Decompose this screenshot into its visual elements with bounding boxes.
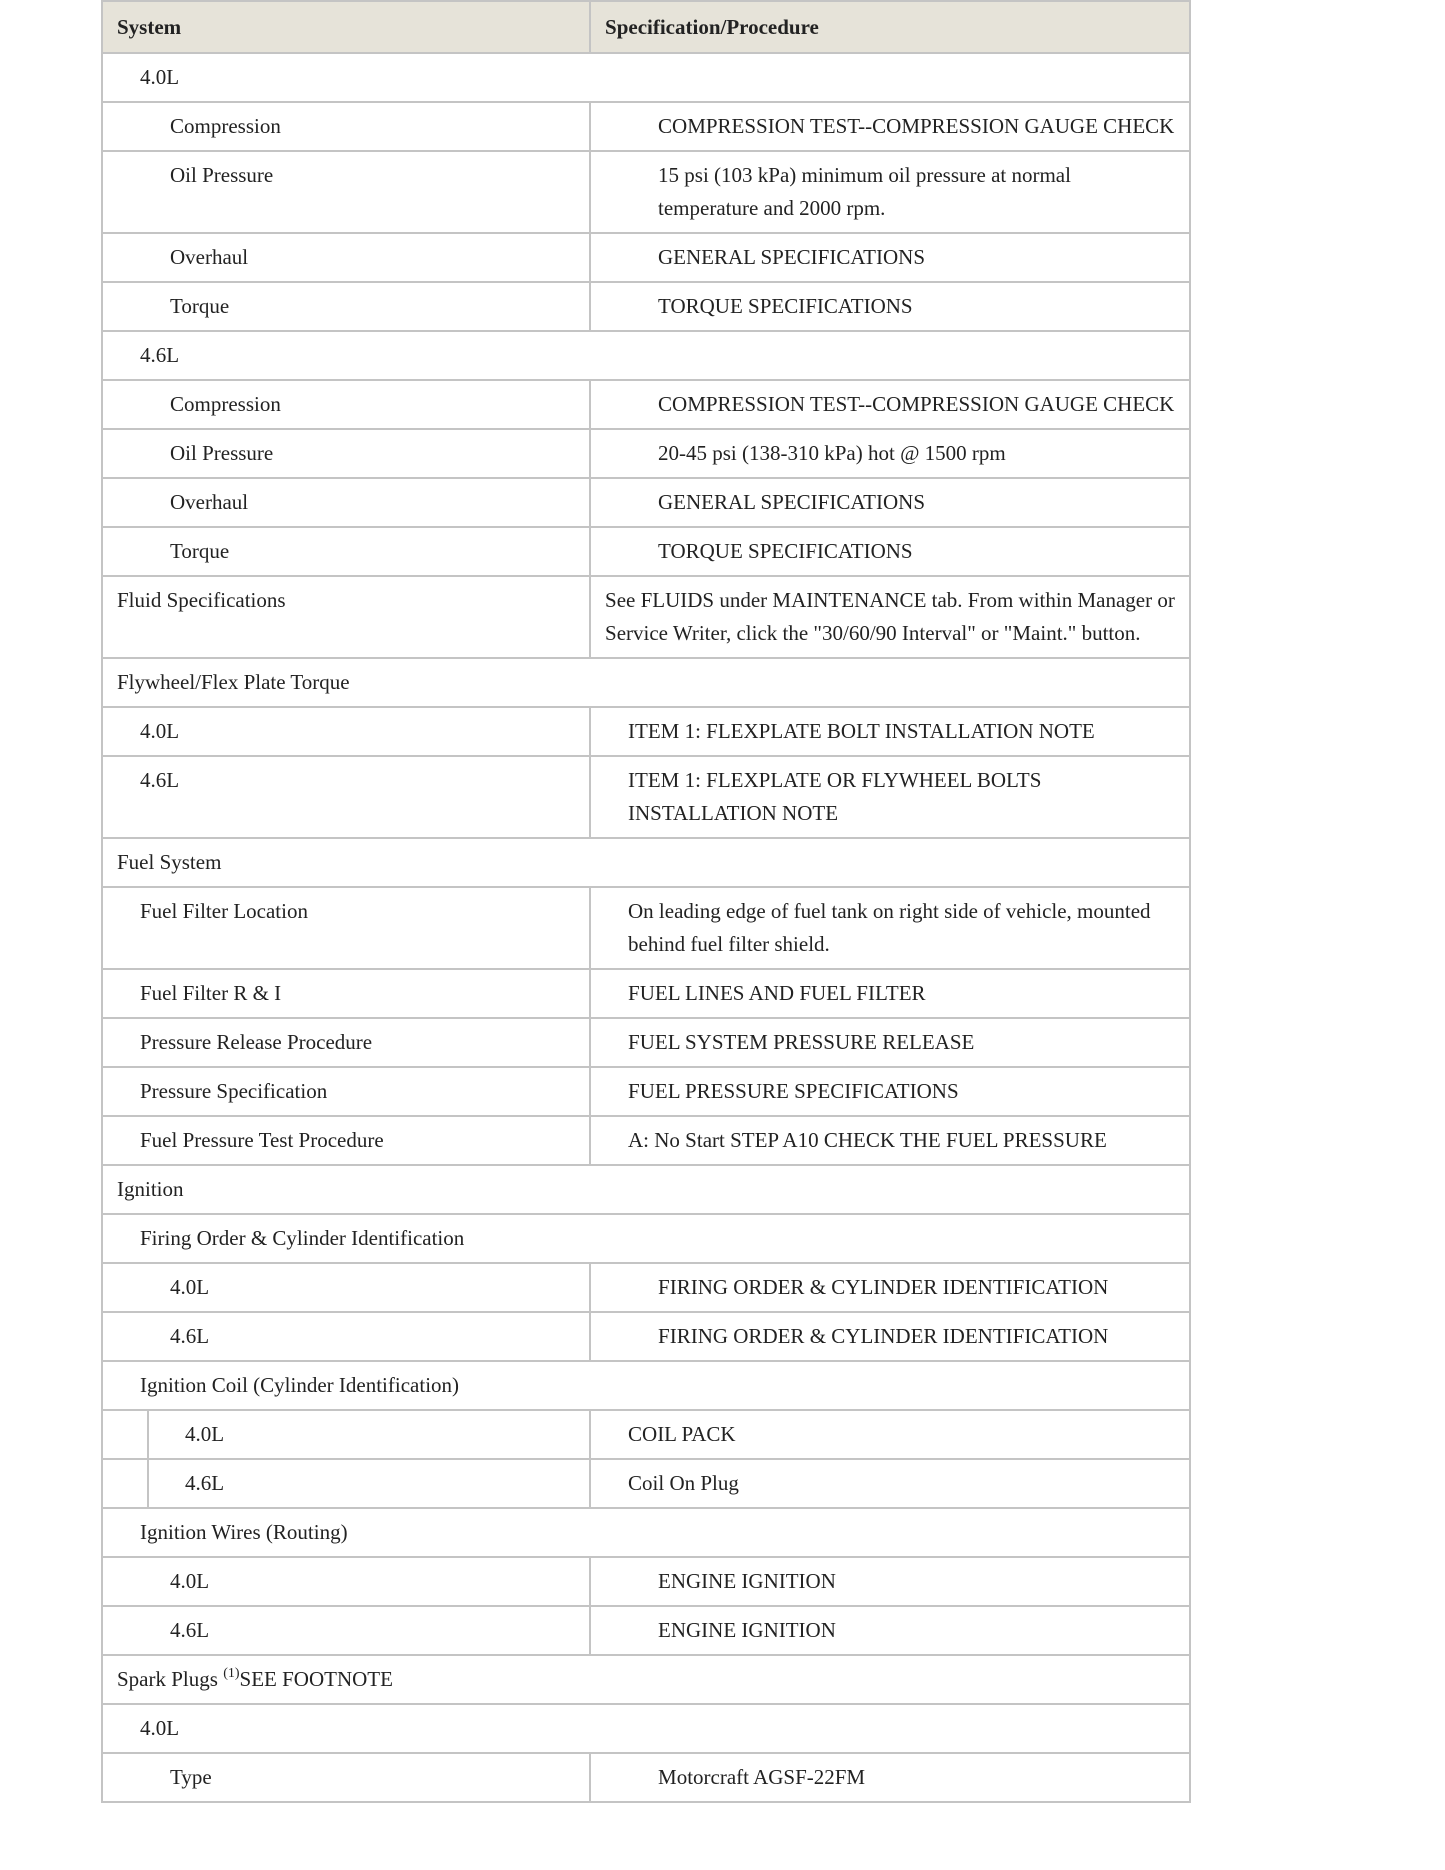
section-heading-cell (102, 1165, 1190, 1214)
section-label: Spark Plugs (117, 1667, 224, 1691)
procedure-link[interactable]: COMPRESSION TEST--COMPRESSION GAUGE CHECK (590, 380, 1190, 429)
section-label: Flywheel/Flex Plate Torque (117, 670, 350, 694)
section-heading-cell (102, 1655, 1190, 1704)
system-cell: Pressure Release Procedure (102, 1018, 590, 1067)
procedure-link[interactable]: FIRING ORDER & CYLINDER IDENTIFICATION (590, 1263, 1190, 1312)
section-heading-cell (102, 838, 1190, 887)
procedure-link[interactable]: TORQUE SPECIFICATIONS (590, 527, 1190, 576)
section-heading-cell (102, 331, 1190, 380)
table-row (102, 1508, 1190, 1557)
section-label: Ignition Coil (Cylinder Identification) (140, 1373, 460, 1397)
table-row (102, 380, 1190, 429)
table-row (102, 282, 1190, 331)
procedure-link[interactable]: 15 psi (103 kPa) minimum oil pressure at normal temperature and 2000 rpm. (590, 151, 1190, 233)
section-label: Ignition (117, 1177, 184, 1201)
procedure-link[interactable]: COMPRESSION TEST--COMPRESSION GAUGE CHECK (590, 102, 1190, 151)
table-row (102, 429, 1190, 478)
system-cell: Fluid Specifications (102, 576, 590, 658)
footnote-reference[interactable]: (1) (223, 1666, 240, 1681)
section-heading-cell (102, 53, 1190, 102)
procedure-link[interactable]: ITEM 1: FLEXPLATE OR FLYWHEEL BOLTS INSTALLATION NOTE (590, 756, 1190, 838)
indent-spacer-cell (102, 1459, 148, 1508)
table-row (102, 838, 1190, 887)
table-row (102, 233, 1190, 282)
table-row (102, 969, 1190, 1018)
section-label: Fuel System (117, 850, 222, 874)
procedure-link[interactable]: See FLUIDS under MAINTENANCE tab. From within Manager or Service Writer, click the "30/60/90 Interval" or "Maint." button. (590, 576, 1190, 658)
table-row (102, 331, 1190, 380)
table-row (102, 1116, 1190, 1165)
table-row (102, 658, 1190, 707)
table-row (102, 756, 1190, 838)
procedure-link[interactable]: FUEL LINES AND FUEL FILTER (590, 969, 1190, 1018)
table-row (102, 1704, 1190, 1753)
system-cell: Fuel Filter Location (102, 887, 590, 969)
table-row (102, 1067, 1190, 1116)
system-cell: 4.0L (102, 1557, 590, 1606)
table-row (102, 1753, 1190, 1802)
specification-column-header: Specification/Procedure (590, 1, 1190, 53)
table-row (102, 1018, 1190, 1067)
indent-spacer-cell (102, 1410, 148, 1459)
section-heading-cell (102, 1704, 1190, 1753)
procedure-link[interactable]: A: No Start STEP A10 CHECK THE FUEL PRESSURE (590, 1116, 1190, 1165)
table-body (102, 53, 1190, 1802)
system-cell: Compression (102, 102, 590, 151)
procedure-link[interactable]: 20-45 psi (138-310 kPa) hot @ 1500 rpm (590, 429, 1190, 478)
system-column-header: System (102, 1, 590, 53)
table-row (102, 1655, 1190, 1704)
table-row (102, 576, 1190, 658)
system-cell: Torque (102, 527, 590, 576)
table-row (102, 1361, 1190, 1410)
system-cell: Pressure Specification (102, 1067, 590, 1116)
system-cell: 4.0L (102, 707, 590, 756)
procedure-link[interactable]: FIRING ORDER & CYLINDER IDENTIFICATION (590, 1312, 1190, 1361)
system-cell: Fuel Filter R & I (102, 969, 590, 1018)
table-row (102, 151, 1190, 233)
procedure-link[interactable]: FUEL PRESSURE SPECIFICATIONS (590, 1067, 1190, 1116)
table-header-row (102, 1, 1190, 53)
system-cell: 4.6L (102, 1606, 590, 1655)
table-row (102, 1606, 1190, 1655)
system-cell: Oil Pressure (102, 151, 590, 233)
section-heading-cell (102, 1361, 1190, 1410)
table-row (102, 1459, 1190, 1508)
procedure-link[interactable]: TORQUE SPECIFICATIONS (590, 282, 1190, 331)
section-label: 4.6L (140, 343, 180, 367)
system-cell: Oil Pressure (102, 429, 590, 478)
procedure-link[interactable]: COIL PACK (590, 1410, 1190, 1459)
system-cell: 4.0L (148, 1410, 590, 1459)
table-row (102, 527, 1190, 576)
specification-table (101, 0, 1191, 1803)
table-row (102, 1165, 1190, 1214)
procedure-link[interactable]: ENGINE IGNITION (590, 1606, 1190, 1655)
system-cell: Type (102, 1753, 590, 1802)
section-label: Firing Order & Cylinder Identification (140, 1226, 465, 1250)
table-row (102, 102, 1190, 151)
table-row (102, 887, 1190, 969)
section-heading-cell (102, 1508, 1190, 1557)
procedure-link[interactable]: FUEL SYSTEM PRESSURE RELEASE (590, 1018, 1190, 1067)
system-cell: Overhaul (102, 478, 590, 527)
procedure-link[interactable]: Motorcraft AGSF-22FM (590, 1753, 1190, 1802)
system-cell: 4.6L (148, 1459, 590, 1508)
table-row (102, 478, 1190, 527)
system-cell: Fuel Pressure Test Procedure (102, 1116, 590, 1165)
system-cell: Torque (102, 282, 590, 331)
system-cell: 4.0L (102, 1263, 590, 1312)
table-row (102, 1214, 1190, 1263)
procedure-link[interactable]: ITEM 1: FLEXPLATE BOLT INSTALLATION NOTE (590, 707, 1190, 756)
procedure-link[interactable]: On leading edge of fuel tank on right side of vehicle, mounted behind fuel filter shield. (590, 887, 1190, 969)
table-row (102, 1312, 1190, 1361)
procedure-link[interactable]: ENGINE IGNITION (590, 1557, 1190, 1606)
system-cell: Compression (102, 380, 590, 429)
procedure-link[interactable]: GENERAL SPECIFICATIONS (590, 478, 1190, 527)
procedure-link[interactable]: GENERAL SPECIFICATIONS (590, 233, 1190, 282)
section-label: 4.0L (140, 65, 180, 89)
system-cell: 4.6L (102, 1312, 590, 1361)
section-heading-cell (102, 1214, 1190, 1263)
procedure-link[interactable]: Coil On Plug (590, 1459, 1190, 1508)
section-label: Ignition Wires (Routing) (140, 1520, 348, 1544)
table-row (102, 1410, 1190, 1459)
system-cell: Overhaul (102, 233, 590, 282)
table-row (102, 1263, 1190, 1312)
table-row (102, 53, 1190, 102)
section-label: 4.0L (140, 1716, 180, 1740)
system-cell: 4.6L (102, 756, 590, 838)
section-heading-cell (102, 658, 1190, 707)
table-row (102, 707, 1190, 756)
table-row (102, 1557, 1190, 1606)
footnote-link[interactable]: SEE FOOTNOTE (239, 1667, 393, 1691)
